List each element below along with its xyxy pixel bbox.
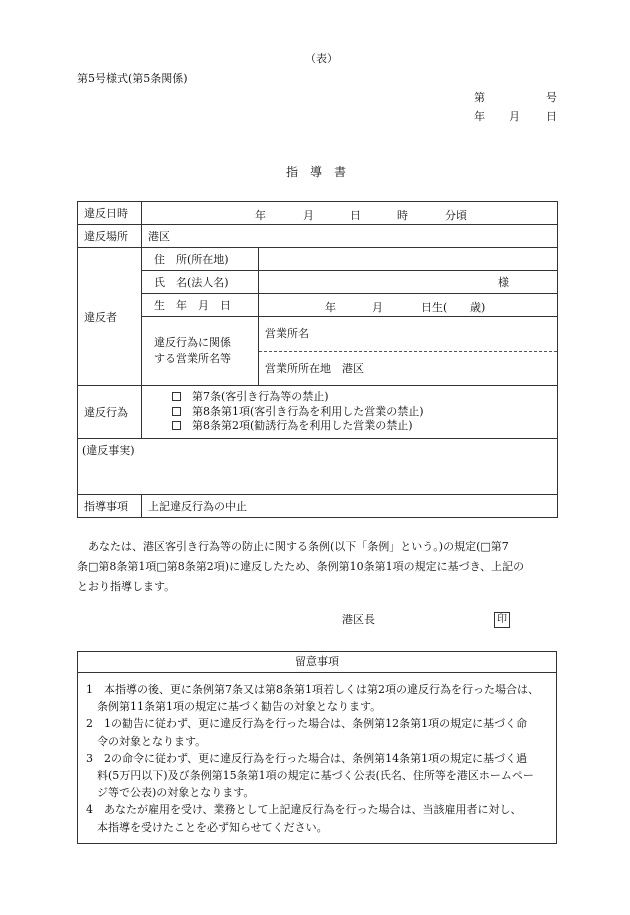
datetime-ji: 時 xyxy=(397,209,408,222)
signature-title: 港区長 xyxy=(342,613,375,626)
act-item-label: 第8条第2項(勧誘行為を利用した営業の禁止) xyxy=(192,419,413,433)
notes-line: 本指導を受けたことを必ず知らせてください。 xyxy=(86,820,328,834)
side-label: （表） xyxy=(305,52,338,65)
notes-line: 1 本指導の後、更に条例第7条又は第8条第1項若しくは第2項の違反行為を行った場合は、 xyxy=(86,683,539,696)
address-label: 住 所(所在地) xyxy=(142,248,259,271)
birth-hi: 日生( xyxy=(421,301,448,314)
notes-line: 料(5万円以下)及び条例第15条第1項の規定に基づく公表(氏名、住所等を港区ホームペー xyxy=(86,769,534,783)
birth-sai: 歳) xyxy=(470,301,486,314)
datetime-hi: 日 xyxy=(350,209,361,222)
datetime-label: 違反日時 xyxy=(78,202,142,225)
notes-line: 条例第11条第1項の規定に基づく勧告の対象となります。 xyxy=(86,700,382,714)
violator-label: 違反者 xyxy=(78,248,142,386)
checkbox[interactable] xyxy=(172,407,181,416)
place-value: 港区 xyxy=(142,225,558,248)
act-item xyxy=(172,419,557,434)
document-title: 指 導 書 xyxy=(286,165,347,179)
checkbox[interactable] xyxy=(172,392,181,401)
notes-body xyxy=(78,673,556,836)
facts-cell xyxy=(78,439,558,495)
date-tsuki: 月 xyxy=(509,110,520,123)
date-hi: 日 xyxy=(546,110,557,123)
birth-nen: 年 xyxy=(325,301,336,314)
act-item-label: 第8条第1項(客引き行為を利用した営業の禁止) xyxy=(192,404,424,418)
notes-box xyxy=(77,651,557,844)
form-number: 第5号様式(第5条関係) xyxy=(77,72,188,85)
notes-line: 令の対象となります。 xyxy=(86,734,207,748)
name-suffix: 様 xyxy=(259,271,558,294)
datetime-tsuki: 月 xyxy=(303,209,314,222)
act-item-label: 第7条(客引き行為等の禁止) xyxy=(192,390,329,404)
address-value xyxy=(259,248,558,271)
act-item xyxy=(172,405,557,420)
business-address-label: 営業所所在地 港区 xyxy=(259,351,557,385)
date-nen: 年 xyxy=(474,110,485,123)
act-list xyxy=(142,386,558,439)
business-label xyxy=(142,317,259,386)
notes-line: 4 あなたが雇用を受け、業務として上記違反行為を行った場合は、当該雇用者に対し、 xyxy=(86,803,522,817)
violation-table xyxy=(77,201,558,518)
business-name-label: 営業所名 xyxy=(265,327,309,340)
birth-label: 生 年 月 日 xyxy=(142,294,259,317)
paragraph-line3: とおり指導します。 xyxy=(77,580,176,593)
notes-line: ジ等で公表)の対象となります。 xyxy=(86,786,255,800)
business-cell xyxy=(259,317,558,386)
name-label: 氏 名(法人名) xyxy=(142,271,259,294)
datetime-nen: 年 xyxy=(255,209,266,222)
number-go: 号 xyxy=(546,91,557,104)
seal-mark: 印 xyxy=(494,612,510,628)
datetime-cell xyxy=(142,202,558,225)
business-label-line1: 違反行為に関係 xyxy=(154,336,231,349)
paragraph-line2: 条□第8条第1項□第8条第2項)に違反したため、条例第10条第1項の規定に基づき、上記の xyxy=(77,560,525,573)
notes-line: 2 1の勧告に従わず、更に違反行為を行った場合は、条例第12条第1項の規定に基づく命 xyxy=(86,717,528,731)
notes-line: 3 2の命令に従わず、更に違反行為を行った場合は、条例第14条第1項の規定に基づく過 xyxy=(86,751,528,765)
birth-tsuki: 月 xyxy=(372,301,383,314)
facts-label: (違反事実) xyxy=(82,444,135,457)
business-label-line2: する営業所名等 xyxy=(154,352,231,365)
datetime-fun: 分頃 xyxy=(445,209,467,222)
number-dai: 第 xyxy=(474,91,485,104)
guidance-label: 指導事項 xyxy=(78,495,142,518)
place-label: 違反場所 xyxy=(78,225,142,248)
act-item xyxy=(172,390,557,405)
act-label: 違反行為 xyxy=(78,386,142,439)
birth-cell xyxy=(259,294,558,317)
paragraph-line1: あなたは、港区客引き行為等の防止に関する条例(以下「条例」という。)の規定(□第7 xyxy=(88,540,509,553)
notes-header: 留意事項 xyxy=(78,652,556,673)
guidance-value: 上記違反行為の中止 xyxy=(142,495,558,518)
checkbox[interactable] xyxy=(172,421,181,430)
